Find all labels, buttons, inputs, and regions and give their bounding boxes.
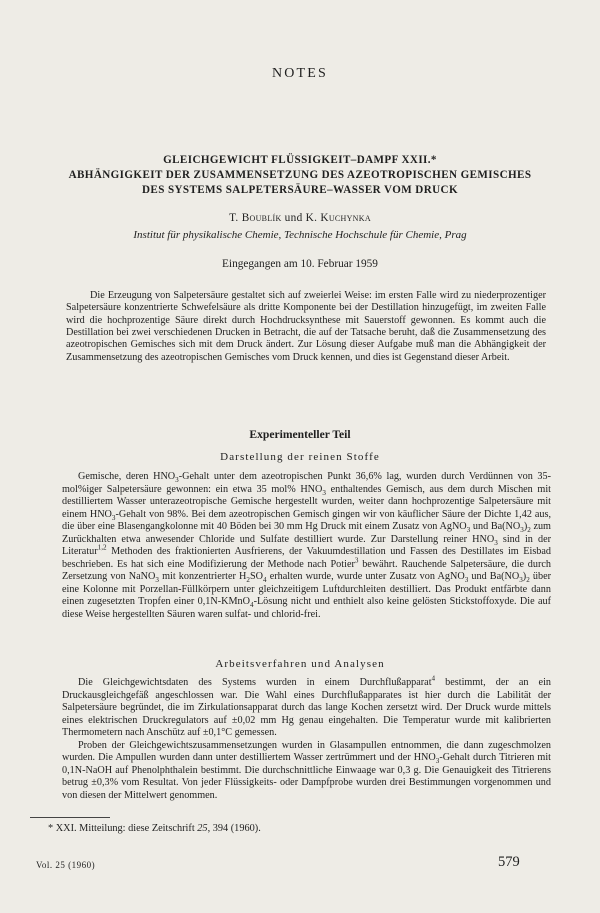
body-section-1 [62,471,551,622]
author-2-name: Kuchynka [320,212,371,224]
author-1-name: Boublík [241,212,282,224]
running-header: NOTES [271,66,329,81]
title-line-1: GLEICHGEWICHT FLÜSSIGKEIT–DAMPF XXII.* [163,154,437,166]
paragraph-analysis: Proben der Gleichgewichtszusammensetzungen wurden in Glasampullen entnommen, die dann zugeschmolzen wurden. Die Ampullen wurden dann unter destilliertem Wasser zertrümmert und der $HNO_3$-Gehalt durch Titrieren mit 0,1N-NaOH auf Phenolphthalein bestimmt. Die durchschnittliche Einwaage war 0,3 g. Die Genauigkeit des Titrierens betrug ±0,3% vom Resultat. Von jeder Flüssigkeits- oder Dampfprobe wurden drei Bestimmungen vorgenommen und von diesen der Mittelwert genommen. [62,739,552,801]
authors [40,212,560,224]
affiliation: Institut für physikalische Chemie, Technische Hochschule für Chemie, Prag [133,229,467,241]
received-date: Eingegangen am 10. Februar 1959 [222,258,378,270]
paragraph-method: Die Gleichgewichtsdaten des Systems wurden in einem Durchflußapparat$^4$ bestimmt, der an ein Druckausgleichgefäß angeschlossen war. Die Wahl eines Durchflußapparates ist hier durch die Labilität der Salpetersäure begründet, die im Zirkulationsapparat durch das lange Kochen zersetzt wird. Der Druck wurde mittels eines elektrischen Druckregulators auf ±0,02 mm Hg genau eingehalten. Die Temperatur wurde mit kalibrierten Thermometern nach Anschütz auf ±0,1°C gemessen. [62,674,551,739]
subsection-heading-1: Darstellung der reinen Stoffe [220,451,380,463]
page-number: 579 [498,854,520,870]
title-line-2: ABHÄNGIGKEIT DER ZUSAMMENSETZUNG DES AZEOTROPISCHEN GEMISCHES [68,169,532,181]
footnote: * XXI. Mitteilung: diese Zeitschrift 25, 394 (1960). [48,823,261,834]
paragraph-preparation: Gemische, deren $HNO_3$-Gehalt unter dem azeotropischen Punkt 36,6% lag, wurden durch Verdünnen von 35-mol%iger Salpetersäure gewonnen: ein etwa 35 mol% $HNO_3$ enthaltendes Gemisch, aus dem durch Mischen mit destilliertem Wasser unterazeotropische Gemische hergestellt wurden, weiter dann hochprozentige Salpetersäure mit einem $HNO_3$-Gehalt von 98%. Bei dem azeotropischen Gemisch gingen wir von käuflicher Säure der Dichte 1,42 aus, die über eine Blasengangkolonne mit 40 Böden bei 30 mm Hg Druck mit einem Zusatz von AgNO$_3$ und $Ba(NO_3)_2$ zum Zurückhalten etwa anwesender Chloride und Sulfate destilliert wurde. Zur Darstellung reiner $HNO_3$ sind in der Literatur$^{1,2}$ Methoden des fraktionierten Ausfrierens, der Vakuumdestillation und Fassen des Destillates im Eisbad beschrieben. Es hat sich eine Modifizierung der Methode nach Potier$^3$ bewährt. Rauchende Salpetersäure, die durch Zersetzung von NaNO$_3$ mit konzentrierter $H_2SO_4$ erhalten wurde, wurde unter Zusatz von AgNO$_3$ und $Ba(NO_3)_2$ über eine Kolonne mit Porzellan-Füllkörpern unter gleichzeitigem Luftdurchleiten destilliert. Das Produkt entfärbte dann einen zugesetzten Tropfen einer 0,1N-KMnO$_4$-Lösung nicht und enthielt also keine gelösten Stickstoffoxyde. Die auf diese Weise hergestellten Säuren waren sulfat- und chlorid-frei. [62,471,551,621]
subsection-heading-2: Arbeitsverfahren und Analysen [215,658,385,670]
section-heading: Experimenteller Teil [249,428,351,441]
title-line-3: DES SYSTEMS SALPETERSÄURE–WASSER VOM DRUCK [142,184,458,196]
body-section-2 [62,674,552,802]
author-separator: und K. [281,212,321,224]
volume-info: Vol. 25 (1960) [36,860,96,870]
article-title [40,153,560,198]
abstract: Die Erzeugung von Salpetersäure gestaltet sich auf zweierlei Weise: im ersten Falle wird zu niederprozentiger Salpetersäure konzentrierte Schwefelsäure als dritte Komponente bei der Destillation hinzugefügt, im zweiten Falle wird die hochprozentige Säure direkt durch Hochdrucksynthese mit Sauerstoff gewonnen. Es kommt auch die Destillation bei zwei verschiedenen Drucken in Betracht, die auf der Tatsache beruht, daß die Zusammensetzung des azeotropischen Gemisches sich mit dem Druck ändert. Zur Lösung dieser Aufgabe muß man die Abhängigkeit der Zusammensetzung des azeotropischen Gemisches vom Druck kennen, und dies ist Gegenstand dieser Arbeit. [66,290,546,363]
author-1-initial: T. [229,212,242,224]
footnote-divider [30,817,110,818]
